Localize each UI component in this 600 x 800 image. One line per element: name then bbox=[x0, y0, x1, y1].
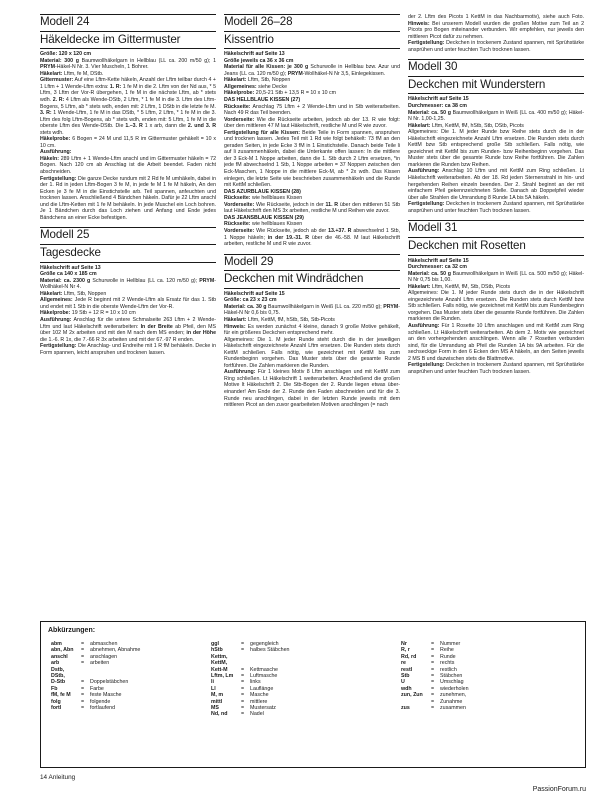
instruction-paragraph: Häkeln: 289 Lftm + 1 Wende-Lftm anschl und im Gittermuster häkeln = 72 Bogen. Nach 120 cm ab Anschlag ist die Arbeit beendet. Faden nicht abschneiden. bbox=[40, 155, 216, 176]
instruction-paragraph: Fertigstellung für alle Kissen: Beide Teile in Form spannen, anspruhen und trocknen lassen. Jedes Teil mit 1 Rd wie folgt behäkelt: 73 fM an den geraden Seiten, in jede Ecke 3 fM in 1 Einstichstelle. Danach beide Teile li auf li zusammenhäkeln, dabei die Unterkante offen lassen: In die mittlere der 3 Eck-M 1 Noppe arbeiten, dann die 1. Stb durch 2 Lftm ersetzen, *in jede fM abwechselnd 1 Stb, 1 Noppe arbeiten = 37 Noppen zwischen den Eck-Maschen, 1 Noppe in die mittlere Eck-M, ab * 2x wdh. Das Kissen einlegen, die letzte Seite wie beschrieben zusammenhäkeln und die Runde mit KettM schließen. bbox=[224, 129, 400, 189]
instruction-paragraph: Vorderseite: Wie die Rückseite arbeiten, jedoch ab der 13. R wie folgt: über den mittleren 47 M laut Häkelschrift, restliche M und R wie zuvor. bbox=[224, 116, 400, 130]
instruction-paragraph: Ausführung: Anschlag 10 Lftm und mit KettM zum Ring schließen. Lt Häkelschrift weiterarbeiten. Ab der 18. Rd jeden Sternenstrahl in hin- und hergehenden Reihen einzeln beenden. Der 2. Strahl beginnt an der mit einfachem Pfeil gekennzeichneten Stelle. Danach ab Doppelpfeil wieder über alle Strahlen die Umrandung 8 Runde 1A bis 5A häkeln. bbox=[408, 168, 584, 201]
abbreviation-meaning: mittlere bbox=[250, 698, 268, 705]
abbreviation-key: wdh bbox=[401, 685, 412, 692]
abbreviation-meaning: feste Masche bbox=[90, 692, 122, 699]
abbreviation-meaning: zunehmen, bbox=[440, 692, 467, 699]
equals-sign: = bbox=[81, 653, 85, 660]
model-title: Kissentrio bbox=[224, 32, 274, 46]
abbreviation-meaning: Luftmasche bbox=[250, 673, 278, 680]
instructions-columns bbox=[40, 14, 586, 612]
equals-sign: = bbox=[241, 685, 245, 692]
instruction-paragraph: Fertigstellung: Deckchen in trockenem Zustand spannen, mit Sprühstärke ansprühen und unter feuchten Tuch trocknen lassen. bbox=[408, 201, 584, 214]
equals-sign: = bbox=[81, 641, 85, 647]
abbreviation-key: mittl bbox=[211, 698, 223, 705]
instruction-paragraph: Gittermuster: Auf eine Lftm-Kette häkeln, Anzahl der Lftm teilbar durch 4 + 1 Lftm + 1 Wende-Lftm extra: 1. R: 1 fe M in die 2. Lftm von der Nd aus, * 5 Lftm, 3 Lftm der Vor-R übergehen, 1 fe M in die nächste Lftm, ab * stets wdh. 2. R: 4 Lftm als Wende-DStb, 2 Lftm, * 1 fe M in die 3. Lftm des Lftm-Bogens, 5 Lftm, ab * stets wdh, enden mit: 2 Lftm, 1 DStb in die letzte fe M. 3. R: 1 Wende-Lftm, 1 fe M in das DStb, * 5 Lftm, 2 Lftm, * 1 fe M in die 3. Lftm des folg Lftm-Bogens, ab * stets wdh, enden mit: 5 Lftm, 1 fe M in die oberste Lftm des Wende-DStb. Die 1.–3. R 1 x arb, dann die 2. und 3. R stets wdh. bbox=[40, 77, 216, 136]
model-number: Modell 31 bbox=[408, 221, 458, 235]
equals-sign: = bbox=[431, 641, 435, 647]
abbreviation-key: Rd, rd bbox=[401, 653, 417, 660]
abbreviation-column bbox=[211, 641, 401, 718]
instruction-paragraph: Größe: 120 x 120 cm bbox=[40, 51, 92, 58]
abbreviation-key: Kett-M bbox=[211, 666, 228, 673]
abbreviation-key: Dstb, bbox=[51, 666, 65, 673]
instruction-paragraph: Häkelprobe: 19 Stb + 12 R = 10 x 10 cm bbox=[40, 310, 136, 317]
model-section bbox=[408, 220, 584, 375]
abbreviation-key: zus bbox=[401, 705, 410, 712]
abbreviation-row bbox=[401, 705, 571, 711]
abbreviation-key: fM, fe M bbox=[51, 692, 71, 699]
divider bbox=[224, 31, 400, 32]
instruction-paragraph: Fertigstellung: Die Anschlag- und Endreihe mit 1 R fM behäkeln. Decke in Form spannen, leicht anspruhen und trocknen lassen. bbox=[40, 343, 216, 356]
equals-sign: = bbox=[241, 711, 245, 718]
abbreviation-row bbox=[51, 705, 211, 711]
equals-sign: = bbox=[431, 679, 435, 686]
abbreviation-key: hStb bbox=[211, 647, 223, 654]
instruction-paragraph: Größe: ca 23 x 23 cm bbox=[224, 297, 277, 304]
abbreviation-meaning: Farbe bbox=[90, 685, 104, 692]
column-2 bbox=[224, 14, 400, 612]
model-title: Tagesdecke bbox=[40, 246, 101, 259]
instruction-paragraph: Häkelart: Lftm, KettM, fM, hStb, Stb, Stb-Picots bbox=[224, 316, 335, 323]
abbreviation-key: Nr bbox=[401, 641, 407, 647]
equals-sign: = bbox=[431, 705, 435, 712]
equals-sign: = bbox=[431, 692, 435, 699]
instruction-paragraph: DAS AZURBLAUE KISSEN (28) bbox=[224, 188, 301, 195]
instruction-paragraph: Allgemeines: Die 1. M jeder Runde stets durch die in der Häkelschrift eingezeichnete Anzahl Lftm ersetzen. Die Runden stets durch KettM bzw Stb schließen. Falls nötig, wie gezeichnet mit KettM bis zum Rundenbeginn vorgehen. Das Muster stets über die gesamte Runde fortführen. Die Zahlen markieren die Runden. bbox=[408, 290, 584, 323]
abbreviation-key: R, r bbox=[401, 647, 410, 654]
abbreviation-key: Kettm, KettM, bbox=[211, 653, 228, 667]
instruction-paragraph: Allgemeines: Die 1. M jeder Runde bzw Reihe stets durch die in der Häkelschrift eingezeichnete Anzahl Lftm ersetzen. Die Runden stets durch KettM bzw Stb entsprechend große Stb schließen. Falls nötig, wie gezeichnet mit KettM bis zum Runden- bzw Reihenbeginn vorgehen. Das Muster stets über die gesamte Runde bzw Reihe fortführen. Die Zahlen markieren die Runden bzw Reihen. bbox=[408, 129, 584, 168]
equals-sign: = bbox=[431, 666, 435, 673]
abbreviation-meaning: Zunahme bbox=[440, 698, 463, 705]
divider bbox=[224, 48, 400, 49]
abbreviation-meaning: folgende bbox=[90, 698, 111, 705]
abbreviation-meaning: restlich bbox=[440, 666, 457, 673]
instruction-paragraph: Durchmesser: ca 38 cm bbox=[408, 103, 467, 110]
instruction-paragraph: Material: ca. 2300 g Schurwolle in Hellblau (LL ca. 120 m/50 g); PRYM-Wollhäkel-N Nr 4. bbox=[40, 277, 216, 291]
equals-sign: = bbox=[431, 698, 435, 705]
instruction-paragraph: Häkelschrift auf Seite 15 bbox=[408, 257, 469, 264]
equals-sign: = bbox=[241, 692, 245, 699]
instruction-paragraph: Häkelart: Lftm, Stb, Noppen bbox=[40, 290, 107, 297]
equals-sign: = bbox=[81, 698, 85, 705]
instruction-paragraph: Fertigstellung: Deckchen in trockenem Zustand spannen, mit Sprühstärke ansprühen und unter feuchten Tuch trocknen lassen. bbox=[408, 40, 584, 53]
instruction-paragraph: Ausführung: Für 1 Rosette 10 Lftm anschlagen und mit KettM zum Ring schließen. Lt Häkelschrift weiterarbeiten. Ab dem 2. Motiv wie gezeichnet an den vorhergehenden anschlingen. Wenn alle 7 Rosetten verbunden sind, für die Umrandung ab Pfeil die Runden 1A bis 9A arbeiten. Für die sechseckige Form in den 6 Ecken den MS A häkeln, an den Seiten jeweils 2 MS B und dazwischen stets die Blattmotive. bbox=[408, 322, 584, 362]
section-heading bbox=[408, 220, 584, 255]
section-heading bbox=[408, 59, 584, 94]
abbreviation-meaning: arbeiten bbox=[90, 660, 110, 667]
instruction-paragraph: Größe jeweils ca 36 x 36 cm bbox=[224, 57, 294, 64]
equals-sign: = bbox=[81, 660, 85, 667]
divider bbox=[40, 244, 216, 245]
instruction-paragraph: Häkelprobe: 20,5-21 Stb + 13,5 R = 10 x 10 cm bbox=[224, 90, 337, 97]
abbreviation-meaning: rechts bbox=[440, 660, 455, 667]
instruction-paragraph: Rückseite: wie hellblaues Kissen bbox=[224, 221, 303, 228]
abbreviation-meaning: wiederholen bbox=[440, 685, 469, 692]
equals-sign: = bbox=[241, 641, 245, 647]
abbreviation-key: Fb bbox=[51, 685, 58, 692]
instruction-paragraph: Häkelschrift auf Seite 15 bbox=[224, 290, 285, 297]
instruction-paragraph: Material: ca. 50 g Baumwollhäkelgarn in Weiß (LL ca. 500 m/50 g); Häkel-N Nr 0,75 bis 1,00. bbox=[408, 270, 584, 284]
instruction-paragraph: Allgemeines: siehe Decke bbox=[224, 83, 288, 90]
equals-sign: = bbox=[241, 673, 245, 680]
equals-sign: = bbox=[431, 660, 435, 667]
model-section bbox=[224, 14, 400, 248]
abbreviation-meaning: Runde bbox=[440, 653, 456, 660]
abbreviation-meaning: zusammen bbox=[440, 705, 466, 712]
abbreviation-meaning: abmaschen bbox=[90, 641, 118, 647]
divider bbox=[408, 255, 584, 256]
instruction-paragraph: Häkelschrift auf Seite 13 bbox=[40, 264, 101, 271]
equals-sign: = bbox=[81, 705, 85, 712]
abbreviation-key: restl bbox=[401, 666, 413, 673]
divider bbox=[224, 270, 400, 271]
instruction-paragraph: Häkelart: Lftm, KettM, fM, Stb, DStb, Picots bbox=[408, 283, 511, 290]
equals-sign: = bbox=[241, 666, 245, 673]
model-number: Modell 30 bbox=[408, 60, 458, 74]
model-title: Deckchen mit Windrädchen bbox=[224, 272, 364, 286]
abbreviation-key: D-Stb bbox=[51, 679, 66, 686]
instruction-paragraph: Rückseite: Anschlag 75 Lftm + 2 Wende-Lftm und in Stb weiterarbeiten. Nach 49 R das Teil beenden. bbox=[224, 103, 400, 117]
equals-sign: = bbox=[241, 705, 245, 712]
instruction-paragraph: Häkelschrift auf Seite 13 bbox=[224, 51, 285, 58]
divider bbox=[40, 48, 216, 49]
instruction-paragraph: Fertigstellung: Die ganze Decke rundum mit 2 Rd fe M umhäkeln, dabei in der 1. Rd in jeden Lftm-Bogen 3 fe M, in jede fe M 1 fe M häkeln, An den Ecken je 3 fe M in die Einstichstelle arb. Teil spannen, anfeuchten und trocknen lassen. Anschließend 4 Bändchen häkeln. Dafür je 22 Lftm anschl und die Lftm-Ketten mit 1 fe M behäkeln. In jede Muschel ein Loch bohren. Je 1 Bändchen durch das Loch ziehen und Anfang und Ende jedes Bändchens an einer Ecke befestigen. bbox=[40, 175, 216, 221]
instruction-paragraph: Häkelprobe: 6 Bogen = 24 M und 11,5 R im Gittermuster gehäkelt = 10 x 10 cm. bbox=[40, 136, 216, 149]
instruction-paragraph: Rückseite: wie hellblaues Kissen bbox=[224, 195, 303, 202]
model-number: Modell 24 bbox=[40, 15, 90, 28]
abbreviation-row bbox=[211, 654, 401, 667]
instruction-paragraph: Material: ca. 30 g Baumwollhäkelgarn in Weiß (LL ca. 220 m/50 g); PRYM-Häkel-N Nr 0,6 bis 0,75. bbox=[224, 303, 400, 317]
instruction-paragraph: Ausführung: Anschlag für die untere Schmalseite 263 Lftm + 2 Wende-Lftm und laut Häkelschrift weiterarbeiten: In der Breite ab Pfeil, den MS über 102 M 2x arbeiten und mit den M nach dem MS enden; in der Höhe die 1.-6. R 1x, die 7.-66 R 3x arbeiten und mit der 67.-97 R enden. bbox=[40, 316, 216, 343]
instruction-paragraph: der 2. Lftm des Picots 1 KettM in das Nachbarmotiv), siehe auch Foto. Hinweis: Bei unserem Modell wurden die großen Motive zum Teil an 2 Picots pro Bogen miteinander verbunden. Wir empfehlen, nur jeweils den mittleren Picot dafür zu nehmen. bbox=[408, 14, 584, 40]
abbreviation-key: li bbox=[211, 679, 214, 686]
model-section bbox=[408, 14, 584, 53]
abbreviation-key: anschl bbox=[51, 653, 68, 660]
abbreviation-meaning: anschlagen bbox=[90, 653, 118, 660]
equals-sign: = bbox=[431, 685, 435, 692]
abbreviation-key: MS bbox=[211, 705, 219, 712]
divider bbox=[408, 93, 584, 94]
abbreviation-key: DStb, bbox=[51, 673, 65, 680]
model-number: Modell 25 bbox=[40, 228, 90, 242]
abbreviation-key: fortl bbox=[51, 705, 62, 712]
abbreviation-key: M, m bbox=[211, 692, 224, 699]
section-heading bbox=[224, 14, 400, 49]
abbreviations-columns bbox=[51, 641, 579, 718]
section-heading bbox=[40, 227, 216, 262]
abbreviation-key: re bbox=[401, 660, 407, 667]
instruction-paragraph: Material: ca. 50 g Baumwollhäkelgarn in Weiß (LL ca. 400 m/50 g); Häkel-N Nr. 1,00-1,25. bbox=[408, 109, 584, 123]
instruction-paragraph: Material für alle Kissen: je 300 g Schurwolle in Hellblau bzw. Azur und Jeans (LL ca. 120 m/50 g); PRYM-Wollhäkel-N Nr 3,5, Einlegekissen. bbox=[224, 64, 400, 77]
abbreviation-key: Stb bbox=[401, 673, 410, 680]
equals-sign: = bbox=[241, 698, 245, 705]
abbreviation-key: Nd, nd bbox=[211, 711, 228, 718]
abbreviation-meaning: gegengleich bbox=[250, 641, 279, 647]
equals-sign: = bbox=[241, 647, 245, 654]
abbreviation-meaning: links bbox=[250, 679, 261, 686]
abbreviation-key: folg bbox=[51, 698, 61, 705]
equals-sign: = bbox=[81, 692, 85, 699]
abbreviation-key: Ll bbox=[211, 685, 216, 692]
model-title: Deckchen mit Rosetten bbox=[408, 238, 526, 252]
abbreviation-meaning: abnehmen, Abnahme bbox=[90, 647, 141, 654]
equals-sign: = bbox=[81, 685, 85, 692]
instruction-paragraph: Vorderseite: Wie Rückseite, jedoch ab der 13.+37. R abwechselnd 1 Stb, 1 Noppe häkeln; in der 19.-31. R über die 46.-58. M laut Häkelschrift arbeiten, restliche M und R wie zuvor. bbox=[224, 227, 400, 248]
abbreviation-key: ggl bbox=[211, 641, 219, 647]
section-heading bbox=[224, 254, 400, 289]
abbreviation-meaning: Nadel bbox=[250, 711, 264, 718]
page bbox=[40, 14, 586, 774]
divider bbox=[40, 262, 216, 263]
model-section bbox=[224, 254, 400, 409]
model-title: Häkeldecke im Gittermuster bbox=[40, 32, 181, 46]
instruction-paragraph: Häkelart: Lftm, fe M, DStb. bbox=[40, 70, 104, 77]
abbreviation-meaning: Lauflänge bbox=[250, 685, 274, 692]
model-title: Deckchen mit Wunderstern bbox=[408, 77, 546, 91]
model-section bbox=[40, 14, 216, 221]
abbreviation-meaning: Doppelstäbchen bbox=[90, 679, 129, 686]
equals-sign: = bbox=[81, 647, 85, 654]
divider bbox=[408, 237, 584, 238]
instruction-paragraph: DAS HELLBLAUE KISSEN (27) bbox=[224, 97, 301, 104]
abbreviation-key: Lftm, Lm bbox=[211, 673, 234, 680]
divider bbox=[40, 31, 216, 32]
abbreviation-key: arb bbox=[51, 660, 60, 667]
page-footer: 14 Anleitung bbox=[40, 774, 76, 781]
equals-sign: = bbox=[431, 653, 435, 660]
equals-sign: = bbox=[81, 679, 85, 686]
abbreviation-meaning: Masche bbox=[250, 692, 269, 699]
abbreviation-meaning: Kettmasche bbox=[250, 666, 278, 673]
abbreviation-key: abm bbox=[51, 641, 62, 647]
instruction-paragraph: DAS JEANSBLAUE KISSEN (29) bbox=[224, 214, 304, 221]
equals-sign: = bbox=[241, 679, 245, 686]
abbreviation-key: zun, Zun bbox=[401, 692, 423, 699]
model-section bbox=[40, 227, 216, 356]
instruction-paragraph: Allgemeines: Jede R beginnt mit 2 Wende-Lftm als Ersatz für das 1. Stb und endet mit 1 Stb in die oberste Wende-Lftm der Vor-R. bbox=[40, 297, 216, 310]
abbreviations-title: Abkürzungen: bbox=[48, 627, 96, 634]
instruction-paragraph: Häkelart: Lftm, Stb, Noppen bbox=[224, 77, 291, 84]
instruction-paragraph: Häkelschrift auf Seite 15 bbox=[408, 96, 469, 103]
instruction-paragraph: Material: 300 g Baumwollhäkelgarn in Hellblau (LL ca. 200 m/50 g); 1 PRYM-Häkel-N Nr. 3. Vier Muscheln, 1 Bohrer. bbox=[40, 57, 216, 71]
model-section bbox=[408, 59, 584, 214]
watermark: PassionForum.ru bbox=[532, 786, 586, 793]
instruction-paragraph: Hinweis: Es werden zunächst 4 kleine, danach 9 große Motive gehäkelt, für ein größeres Deckchen entsprechend mehr. bbox=[224, 323, 400, 337]
section-heading bbox=[40, 14, 216, 49]
abbreviation-meaning: Mustersatz bbox=[250, 705, 276, 712]
abbreviation-meaning: Umschlag bbox=[440, 679, 464, 686]
instruction-paragraph: Vorderseite: Wie Rückseite, jedoch in der 11. R über den mittleren 51 Stb laut Häkelschrift den MS 3x arbeiten, restliche M und Reihen wie zuvor. bbox=[224, 201, 400, 215]
abbreviation-column bbox=[51, 641, 211, 718]
abbreviation-row bbox=[211, 711, 401, 717]
instruction-paragraph: Allgemeines: Die 1. M jeder Runde steht durch die in der jeweiligen Häkelschrift eingezeichnete Anzahl Lftm ersetzen. Die Runden stets durch KettM schließen. Falls nötig, wie gezeichnet mit KettM bis zum Rundenbeginn vorgehen. Das Muster stets über die gesamte Runde fortführen. Die Zahlen markieren die Runden. bbox=[224, 336, 400, 369]
column-3 bbox=[408, 14, 584, 612]
model-number: Modell 26–28 bbox=[224, 15, 293, 28]
instruction-paragraph: Häkelart: Lftm, KettM, fM, hStb, Stb, DStb, Picots bbox=[408, 122, 524, 129]
instruction-paragraph: Ausführung: Für 1 kleines Motiv 8 Lftm anschlagen und mit KettM zum Ring schließen. Lt Häkelschrift 1 weiterarbeiten. Anschließend die großen Motive lt Häkelschrift 2. Die Stb-Bogen der 2. Runde liegen etwas über-einander! Am Ende der 2. Runde den Faden abschneiden und für die 3. Runde neu anschlingen, dabei in der letzten Runde jeweils mit dem mittleren Picot an den zuvor gearbeiteten Motiven anschlingen (= nach bbox=[224, 369, 400, 409]
abbreviation-meaning: Stäbchen bbox=[440, 673, 463, 680]
instruction-paragraph: Größe ca 140 x 185 cm bbox=[40, 271, 97, 278]
divider bbox=[408, 76, 584, 77]
abbreviation-meaning: Reihe bbox=[440, 647, 454, 654]
instruction-paragraph: Durchmesser: ca 32 cm bbox=[408, 264, 467, 271]
abbreviation-meaning: Nummer bbox=[440, 641, 461, 647]
column-1 bbox=[40, 14, 216, 612]
abbreviation-meaning: fortlaufend bbox=[90, 705, 116, 712]
instruction-paragraph: Fertigstellung: Deckchen in trockenem Zustand spannen, mit Sprühstärke ansprühen und unter feuchten Tuch trocknen lassen. bbox=[408, 362, 584, 375]
equals-sign: = bbox=[431, 647, 435, 654]
abbreviation-key: U bbox=[401, 679, 405, 686]
divider bbox=[224, 288, 400, 289]
equals-sign: = bbox=[431, 673, 435, 680]
abbreviation-key: abn, Abn bbox=[51, 647, 74, 654]
abbreviation-meaning: halbes Stäbchen bbox=[250, 647, 290, 654]
equals-sign bbox=[241, 654, 250, 667]
model-number: Modell 29 bbox=[224, 254, 274, 268]
abbreviation-column bbox=[401, 641, 571, 718]
abbreviations-box bbox=[40, 621, 586, 768]
instruction-paragraph: Ausführung: bbox=[40, 149, 72, 156]
